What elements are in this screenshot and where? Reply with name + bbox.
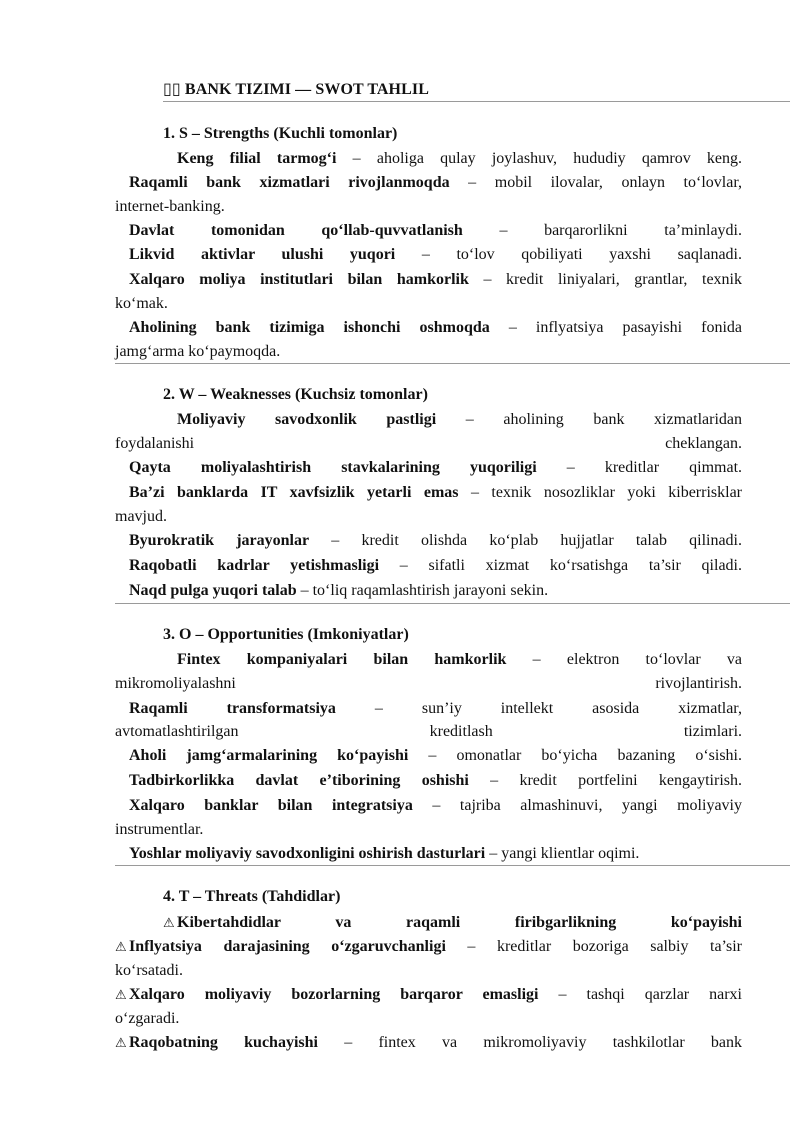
list-item: Fintex kompaniyalari bilan hamkorlik – elektron to‘lovlar va	[177, 651, 742, 668]
section-heading-opportunities: 3. O – Opportunities (Imkoniyatlar)	[163, 626, 409, 643]
warning-icon: ⚠	[115, 940, 127, 955]
warning-icon: ⚠	[115, 988, 127, 1003]
section-divider	[115, 363, 790, 364]
section-divider	[115, 603, 790, 604]
list-item: Xalqaro banklar bilan integratsiya – tajriba almashinuvi, yangi moliyaviy	[129, 797, 742, 814]
list-item: Moliyaviy savodxonlik pastligi – aholining bank xizmatlaridan	[177, 411, 743, 428]
list-item-continuation: ko‘rsatadi.	[115, 962, 183, 979]
list-item: ⚠ Raqobatning kuchayishi – fintex va mikromoliyaviy tashkilotlar bank	[115, 1031, 742, 1056]
document-title	[163, 79, 429, 99]
list-item: Keng filial tarmog‘i – aholiga qulay joylashuv, hududiy qamrov keng.	[177, 150, 742, 167]
title-text: BANK TIZIMI — SWOT TAHLIL	[184, 81, 429, 98]
list-item: ⚠ Xalqaro moliyaviy bozorlarning barqaror emasligi – tashqi qarzlar narxi	[115, 983, 742, 1008]
list-item-continuation: instrumentlar.	[115, 821, 204, 838]
title-marker-icon: ▯▯	[163, 81, 181, 98]
section-heading-threats: 4. T – Threats (Tahdidlar)	[163, 888, 341, 905]
list-item: Yoshlar moliyaviy savodxonligini oshirish dasturlari – yangi klientlar oqimi.	[129, 845, 640, 862]
list-item: Raqamli bank xizmatlari rivojlanmoqda – mobil ilovalar, onlayn to‘lovlar,	[129, 174, 743, 191]
list-item-continuation: jamg‘arma ko‘paymoqda.	[115, 343, 281, 360]
list-item: Byurokratik jarayonlar – kredit olishda ko‘plab hujjatlar talab qilinadi.	[129, 532, 743, 549]
list-item: ⚠ Kibertahdidlar va raqamli firibgarlikning ko‘payishi	[163, 911, 742, 936]
list-item: Tadbirkorlikka davlat e’tiborining oshishi – kredit portfelini kengaytirish.	[129, 772, 743, 789]
title-divider	[163, 101, 790, 102]
list-item-continuation: foydalanishi cheklangan.	[115, 435, 742, 452]
list-item: Likvid aktivlar ulushi yuqori – to‘lov qobiliyati yaxshi saqlanadi.	[129, 246, 742, 263]
list-item-continuation: ko‘mak.	[115, 295, 168, 312]
list-item: Raqobatli kadrlar yetishmasligi – sifatli xizmat ko‘rsatishga ta’sir qiladi.	[129, 557, 742, 574]
list-item: Raqamli transformatsiya – sun’iy intellekt asosida xizmatlar,	[129, 700, 742, 717]
list-item: Naqd pulga yuqori talab – to‘liq raqamlashtirish jarayoni sekin.	[129, 582, 549, 599]
list-item: Aholining bank tizimiga ishonchi oshmoqda – inflyatsiya pasayishi fonida	[129, 319, 742, 336]
list-item: Qayta moliyalashtirish stavkalarining yuqoriligi – kreditlar qimmat.	[129, 459, 743, 476]
list-item-continuation: o‘zgaradi.	[115, 1010, 180, 1027]
list-item-continuation: mikromoliyalashni rivojlantirish.	[115, 675, 742, 692]
list-item-continuation: avtomatlashtirilgan kreditlash tizimlari.	[115, 723, 743, 740]
section-divider	[115, 865, 790, 866]
list-item: Davlat tomonidan qo‘llab-quvvatlanish – barqarorlikni ta’minlaydi.	[129, 222, 742, 239]
list-item-continuation: internet-banking.	[115, 198, 225, 215]
warning-icon: ⚠	[115, 1036, 127, 1051]
section-heading-weaknesses: 2. W – Weaknesses (Kuchsiz tomonlar)	[163, 386, 428, 403]
list-item: Ba’zi banklarda IT xavfsizlik yetarli emas – texnik nosozliklar yoki kiberrisklar	[129, 484, 743, 501]
list-item: ⚠ Inflyatsiya darajasining o‘zgaruvchanligi – kreditlar bozoriga salbiy ta’sir	[115, 935, 742, 960]
list-item: Xalqaro moliya institutlari bilan hamkorlik – kredit liniyalari, grantlar, texnik	[129, 271, 742, 288]
list-item: Aholi jamg‘armalarining ko‘payishi – omonatlar bo‘yicha bazaning o‘sishi.	[129, 747, 743, 764]
warning-icon: ⚠	[163, 916, 175, 931]
list-item-continuation: mavjud.	[115, 508, 167, 525]
section-heading-strengths: 1. S – Strengths (Kuchli tomonlar)	[163, 125, 398, 142]
